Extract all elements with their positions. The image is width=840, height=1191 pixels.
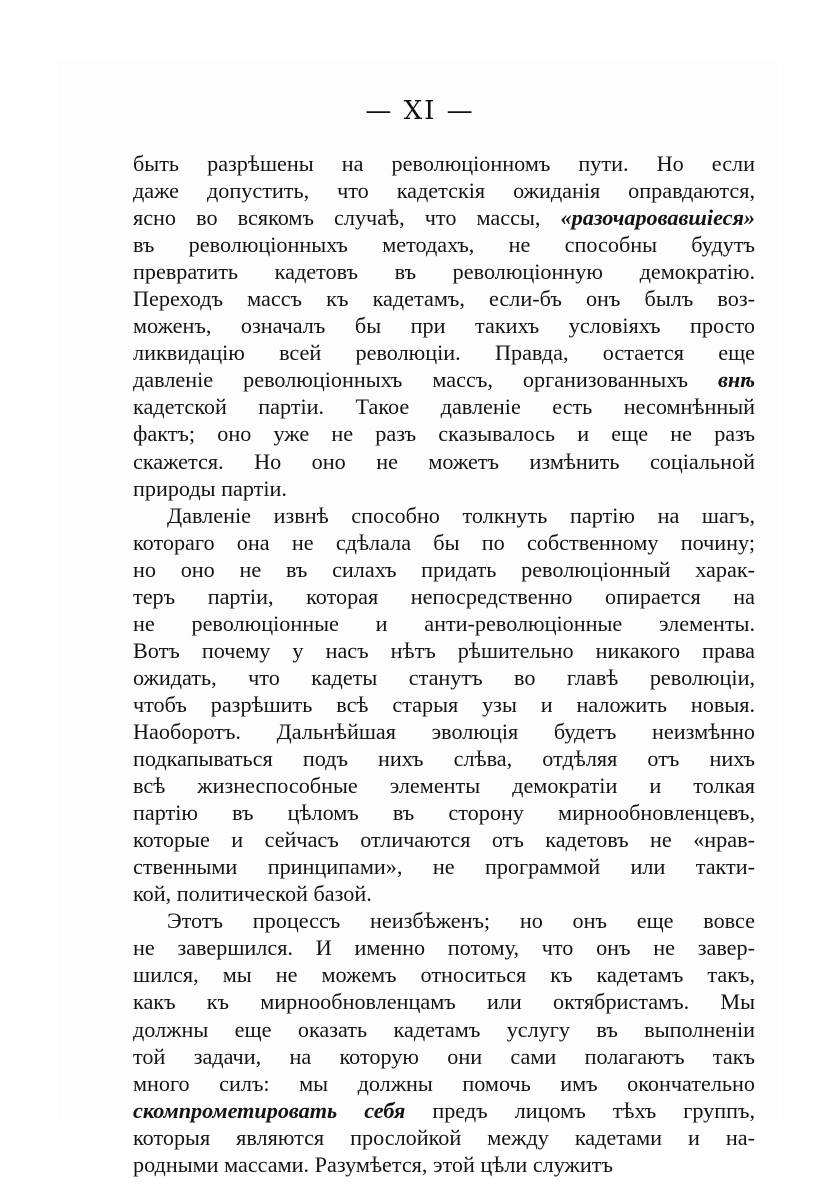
line-text: должны еще оказать кадетамъ услугу въ выполненіи — [133, 1016, 755, 1042]
line-text: природы партіи. — [133, 475, 287, 501]
line-text: фактъ; оно уже не разъ сказывалось и еще не разъ — [133, 421, 755, 447]
text-line — [133, 718, 755, 745]
line-text: Переходъ массъ къ кадетамъ, если-бъ онъ былъ воз- — [133, 286, 755, 312]
line-text: партію въ цѣломъ въ сторону мирнообновленцевъ, — [133, 800, 755, 826]
line-text: Вотъ почему у насъ нѣтъ рѣшительно никакого права — [133, 637, 755, 663]
text-line — [133, 772, 755, 799]
line-text: моженъ, означалъ бы при такихъ условіяхъ просто — [133, 313, 755, 339]
text-line — [133, 231, 755, 258]
line-text: ясно во всякомъ случаѣ, что массы, — [133, 205, 561, 231]
emphasized-text: скомпрометировать себя — [133, 1097, 406, 1123]
text-line — [133, 1043, 755, 1070]
line-text: не революціонные и анти-революціонные элементы. — [133, 610, 755, 636]
text-line — [133, 664, 755, 691]
line-text: въ революціонныхъ методахъ, не способны будутъ — [133, 232, 755, 258]
text-line — [133, 285, 755, 312]
text-line — [133, 961, 755, 988]
text-line — [133, 853, 755, 880]
text-line — [133, 150, 755, 177]
line-text: Этотъ процессъ неизбѣженъ; но онъ еще вовсе — [167, 908, 755, 934]
line-text: подкапываться подъ нихъ слѣва, отдѣляя отъ нихъ — [133, 746, 755, 772]
text-line — [133, 366, 755, 393]
text-line — [133, 204, 755, 231]
line-text: превратить кадетовъ въ революціонную демократію. — [133, 259, 755, 285]
text-line — [133, 907, 755, 934]
text-line — [133, 637, 755, 664]
text-line — [133, 583, 755, 610]
text-line — [133, 420, 755, 447]
line-text: ожидать, что кадеты станутъ во главѣ революціи, — [133, 664, 755, 690]
text-line — [133, 1124, 755, 1151]
text-line — [133, 177, 755, 204]
text-line — [133, 1151, 755, 1178]
text-line — [133, 448, 755, 475]
text-line — [133, 529, 755, 556]
text-line — [133, 258, 755, 285]
body-text — [133, 150, 755, 1178]
line-text: теръ партіи, которая непосредственно опирается на — [133, 583, 755, 609]
line-text: которые и сейчасъ отличаются отъ кадетовъ не «нрав- — [133, 827, 755, 853]
line-text: Наоборотъ. Дальнѣйшая эволюція будетъ неизмѣнно — [133, 718, 755, 744]
text-line — [133, 745, 755, 772]
line-text: той задачи, на которую они сами полагаютъ такъ — [133, 1043, 755, 1069]
line-text: Давленіе извнѣ способно толкнуть партію на шагъ, — [167, 502, 755, 528]
paragraph — [133, 150, 755, 502]
text-line — [133, 502, 755, 529]
line-text: которыя являются прослойкой между кадетами и на- — [133, 1124, 755, 1150]
line-text: какъ къ мирнообновленцамъ или октябристамъ. Мы — [133, 989, 755, 1015]
line-text: кой, политической базой. — [133, 881, 372, 907]
line-text: шился, мы не можемъ относиться къ кадетамъ такъ, — [133, 962, 755, 988]
text-line — [133, 826, 755, 853]
line-text: предъ лицомъ тѣхъ группъ, — [405, 1097, 755, 1123]
text-line — [133, 691, 755, 718]
line-text: скажется. Но оно не можетъ измѣнить соціальной — [133, 448, 755, 474]
line-text: кадетской партіи. Такое давленіе есть несомнѣнный — [133, 394, 755, 420]
text-line — [133, 475, 755, 502]
line-text: не завершился. И именно потому, что онъ не завер- — [133, 935, 755, 961]
line-text: быть разрѣшены на революціонномъ пути. Но если — [133, 151, 755, 176]
line-text: всѣ жизнеспособные элементы демократіи и толкая — [133, 773, 755, 799]
text-line — [133, 312, 755, 339]
line-text: давленіе революціонныхъ массъ, организованныхъ — [133, 367, 718, 393]
emphasized-text: внѣ — [717, 367, 755, 393]
text-line — [133, 799, 755, 826]
text-line — [133, 556, 755, 583]
line-text: но оно не въ силахъ придать революціонный харак- — [133, 556, 755, 582]
line-text: ликвидацію всей революціи. Правда, остается еще — [133, 340, 755, 366]
text-line — [133, 934, 755, 961]
line-text: родными массами. Разумѣется, этой цѣли служитъ — [133, 1151, 613, 1177]
paragraph — [133, 502, 755, 908]
line-text: чтобъ разрѣшить всѣ старыя узы и наложить новыя. — [133, 691, 755, 717]
line-text: ственными принципами», не программой или такти- — [133, 854, 755, 880]
text-line — [133, 393, 755, 420]
emphasized-text: «разочаровавшіеся» — [560, 205, 755, 231]
line-text: даже допустить, что кадетскія ожиданія оправдаются, — [133, 178, 755, 204]
paragraph — [133, 907, 755, 1177]
text-line — [133, 610, 755, 637]
text-line — [133, 1097, 755, 1124]
page-number: — XI — — [365, 96, 475, 126]
text-line — [133, 1070, 755, 1097]
text-line — [133, 988, 755, 1015]
line-text: котораго она не сдѣлала бы по собственному почину; — [133, 529, 755, 555]
text-line — [133, 880, 755, 907]
text-line — [133, 339, 755, 366]
line-text: много силъ: мы должны помочь имъ окончательно — [133, 1070, 755, 1096]
text-line — [133, 1016, 755, 1043]
